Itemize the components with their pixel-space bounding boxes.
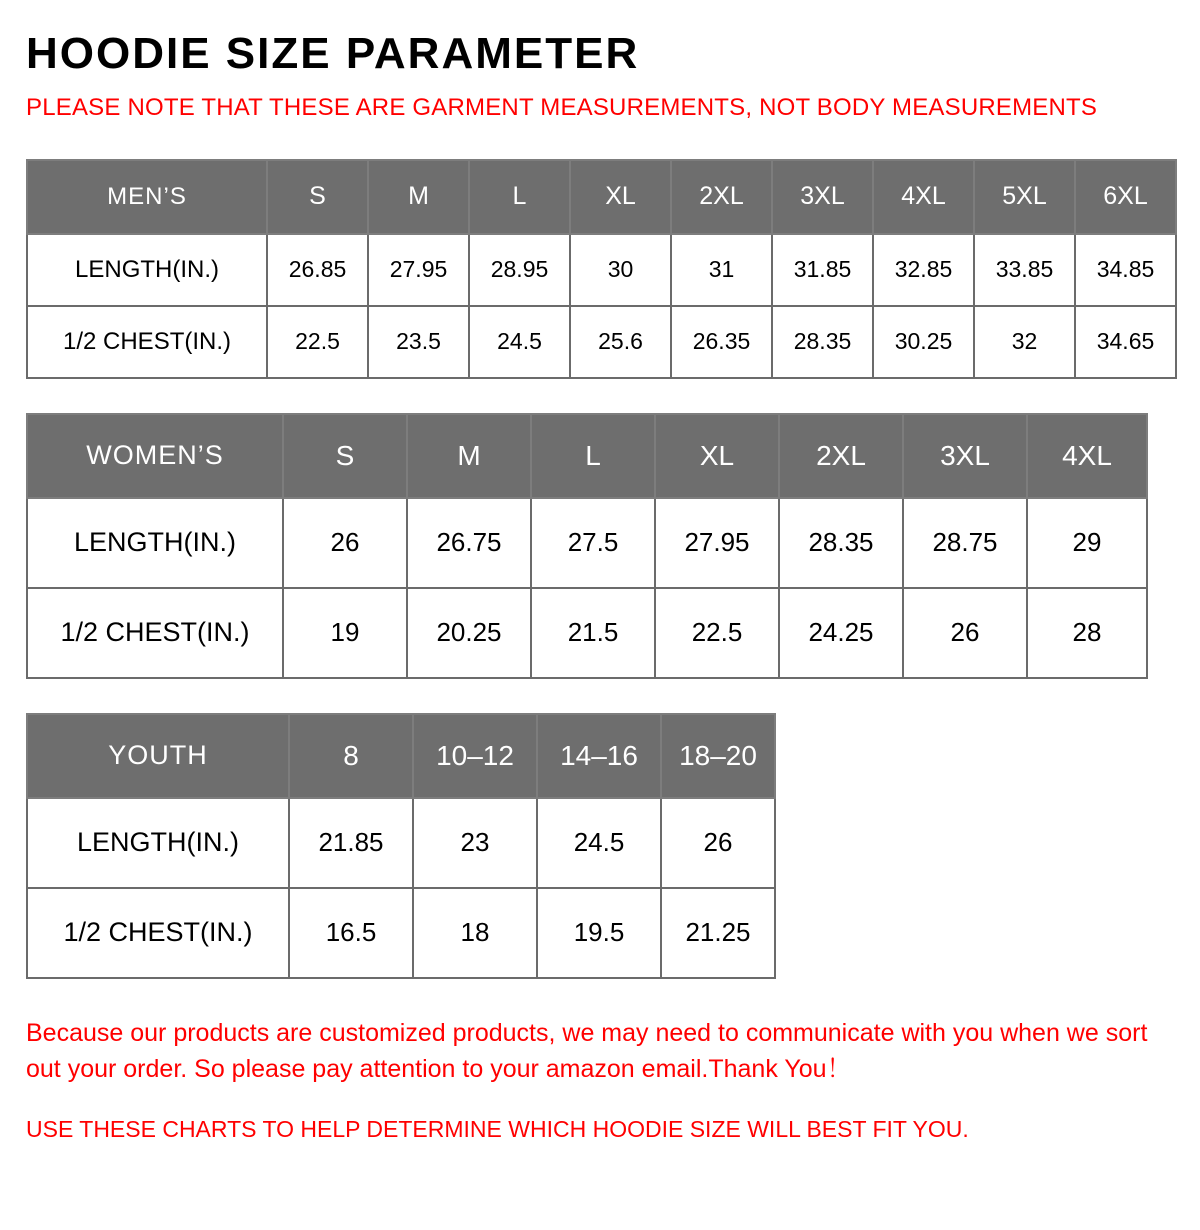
table-header-row (27, 714, 775, 798)
mens-header-4xl: 4XL (873, 160, 974, 234)
womens-size-table (26, 413, 1148, 679)
youth-header-18-20: 18–20 (661, 714, 775, 798)
womens-header-s: S (283, 414, 407, 498)
size-chart-page (0, 30, 1200, 1230)
mens-chest-xl: 25.6 (570, 306, 671, 378)
womens-length-s: 26 (283, 498, 407, 588)
mens-header-xl: XL (570, 160, 671, 234)
youth-header-10-12: 10–12 (413, 714, 537, 798)
womens-header-xl: XL (655, 414, 779, 498)
youth-length-label: LENGTH(IN.) (27, 798, 289, 888)
womens-length-label: LENGTH(IN.) (27, 498, 283, 588)
youth-chest-8: 16.5 (289, 888, 413, 978)
womens-chest-l: 21.5 (531, 588, 655, 678)
womens-chest-m: 20.25 (407, 588, 531, 678)
womens-length-4xl: 29 (1027, 498, 1147, 588)
mens-length-label: LENGTH(IN.) (27, 234, 267, 306)
mens-length-xl: 30 (570, 234, 671, 306)
youth-chest-18-20: 21.25 (661, 888, 775, 978)
mens-length-m: 27.95 (368, 234, 469, 306)
mens-length-l: 28.95 (469, 234, 570, 306)
womens-length-xl: 27.95 (655, 498, 779, 588)
womens-header-2xl: 2XL (779, 414, 903, 498)
footer-notes (26, 1015, 1156, 1147)
table-row (27, 306, 1176, 378)
mens-header-m: M (368, 160, 469, 234)
youth-chest-label: 1/2 CHEST(IN.) (27, 888, 289, 978)
youth-header-label: YOUTH (27, 714, 289, 798)
table-row (27, 498, 1147, 588)
mens-length-4xl: 32.85 (873, 234, 974, 306)
womens-length-3xl: 28.75 (903, 498, 1027, 588)
youth-header-8: 8 (289, 714, 413, 798)
womens-chest-xl: 22.5 (655, 588, 779, 678)
page-title: HOODIE SIZE PARAMETER (26, 29, 640, 78)
mens-header-label: MEN’S (27, 160, 267, 234)
table-row (27, 888, 775, 978)
youth-chest-10-12: 18 (413, 888, 537, 978)
youth-header-14-16: 14–16 (537, 714, 661, 798)
youth-chest-14-16: 19.5 (537, 888, 661, 978)
mens-length-s: 26.85 (267, 234, 368, 306)
mens-header-3xl: 3XL (772, 160, 873, 234)
table-row (27, 234, 1176, 306)
mens-chest-label: 1/2 CHEST(IN.) (27, 306, 267, 378)
womens-header-m: M (407, 414, 531, 498)
mens-header-s: S (267, 160, 368, 234)
womens-header-label: WOMEN’S (27, 414, 283, 498)
footer-note-use-charts: USE THESE CHARTS TO HELP DETERMINE WHICH HOODIE SIZE WILL BEST FIT YOU. (26, 1116, 969, 1143)
youth-length-18-20: 26 (661, 798, 775, 888)
womens-chest-label: 1/2 CHEST(IN.) (27, 588, 283, 678)
womens-length-m: 26.75 (407, 498, 531, 588)
mens-chest-m: 23.5 (368, 306, 469, 378)
womens-header-3xl: 3XL (903, 414, 1027, 498)
mens-chest-4xl: 30.25 (873, 306, 974, 378)
mens-length-3xl: 31.85 (772, 234, 873, 306)
mens-length-2xl: 31 (671, 234, 772, 306)
youth-length-8: 21.85 (289, 798, 413, 888)
table-row (27, 798, 775, 888)
youth-size-table (26, 713, 776, 979)
mens-header-5xl: 5XL (974, 160, 1075, 234)
mens-header-l: L (469, 160, 570, 234)
mens-header-6xl: 6XL (1075, 160, 1176, 234)
mens-length-5xl: 33.85 (974, 234, 1075, 306)
mens-chest-2xl: 26.35 (671, 306, 772, 378)
table-header-row (27, 160, 1176, 234)
youth-length-10-12: 23 (413, 798, 537, 888)
table-header-row (27, 414, 1147, 498)
youth-length-14-16: 24.5 (537, 798, 661, 888)
womens-chest-2xl: 24.25 (779, 588, 903, 678)
womens-length-l: 27.5 (531, 498, 655, 588)
mens-chest-3xl: 28.35 (772, 306, 873, 378)
mens-size-table (26, 159, 1177, 379)
mens-header-2xl: 2XL (671, 160, 772, 234)
womens-chest-4xl: 28 (1027, 588, 1147, 678)
womens-chest-3xl: 26 (903, 588, 1027, 678)
womens-header-l: L (531, 414, 655, 498)
footer-note-custom-products: Because our products are customized products, we may need to communicate with you when we sort out your order. So please pay attention to your amazon email.Thank You！ (26, 1018, 1148, 1084)
measurement-note: PLEASE NOTE THAT THESE ARE GARMENT MEASUREMENTS, NOT BODY MEASUREMENTS (26, 94, 1098, 122)
womens-length-2xl: 28.35 (779, 498, 903, 588)
womens-chest-s: 19 (283, 588, 407, 678)
table-row (27, 588, 1147, 678)
mens-length-6xl: 34.85 (1075, 234, 1176, 306)
mens-chest-l: 24.5 (469, 306, 570, 378)
mens-chest-6xl: 34.65 (1075, 306, 1176, 378)
womens-header-4xl: 4XL (1027, 414, 1147, 498)
mens-chest-5xl: 32 (974, 306, 1075, 378)
mens-chest-s: 22.5 (267, 306, 368, 378)
